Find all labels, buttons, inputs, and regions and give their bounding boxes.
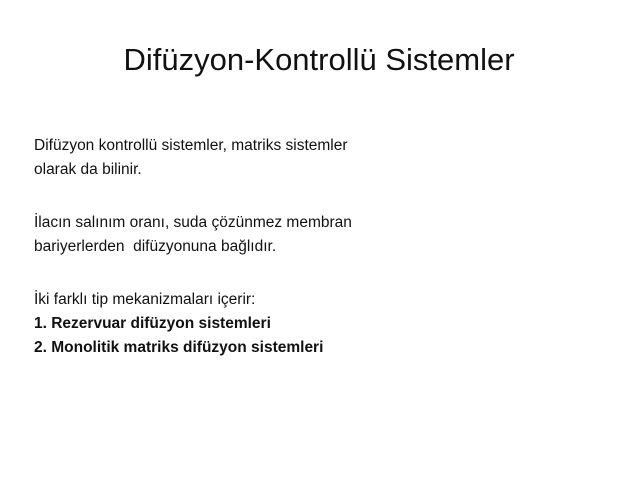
slide-title: Difüzyon-Kontrollü Sistemler xyxy=(123,42,515,77)
paragraph-gap xyxy=(34,259,614,288)
paragraph-matrix-definition xyxy=(34,134,614,182)
mechanism-item-reservoir: 1. Rezervuar difüzyon sistemleri xyxy=(34,315,271,332)
text-line: olarak da bilinir. xyxy=(34,161,142,178)
text-line: bariyerlerden difüzyonuna bağlıdır. xyxy=(34,238,277,255)
paragraph-gap xyxy=(34,182,614,211)
text-line: İlacın salınım oranı, suda çözünmez membran xyxy=(34,214,352,231)
slide-body xyxy=(34,134,614,360)
mechanisms-intro: İki farklı tip mekanizmaları içerir: xyxy=(34,291,256,308)
mechanism-item-monolithic: 2. Monolitik matriks difüzyon sistemleri xyxy=(34,339,324,356)
text-line: Difüzyon kontrollü sistemler, matriks sistemler xyxy=(34,137,348,154)
paragraph-mechanisms xyxy=(34,288,614,360)
paragraph-release-rate xyxy=(34,211,614,259)
